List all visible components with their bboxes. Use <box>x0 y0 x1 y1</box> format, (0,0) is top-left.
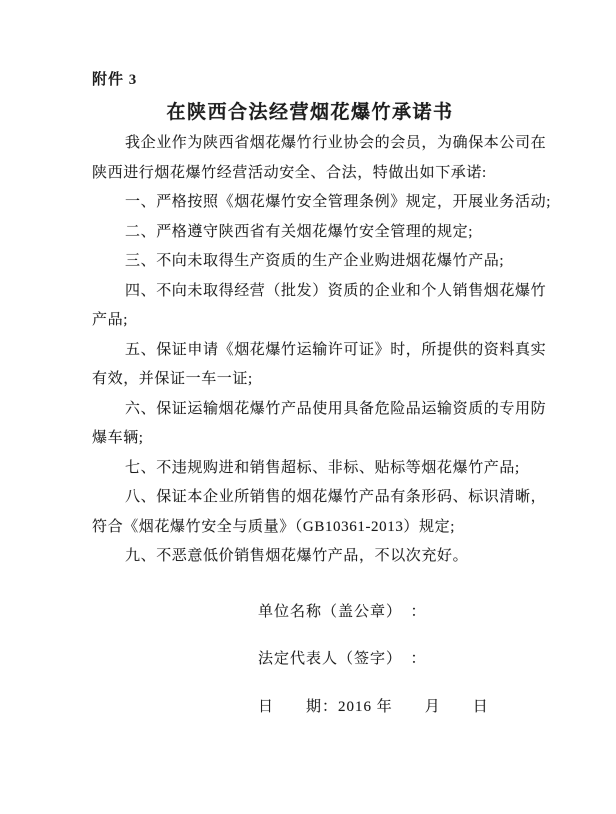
body-line: 一、严格按照《烟花爆竹安全管理条例》规定，开展业务活动; <box>125 194 551 210</box>
signature-unit-line: 单位名称（盖公章） ： <box>258 603 427 620</box>
body-line: 二、严格遵守陕西省有关烟花爆竹安全管理的规定; <box>125 223 473 240</box>
body-line: 七、不违规购进和销售超标、非标、贴标等烟花爆竹产品; <box>125 459 520 476</box>
body-line: 产品; <box>92 312 128 328</box>
signature-block <box>258 598 558 723</box>
body-line: 我企业作为陕西省烟花爆竹行业协会的会员，为确保本公司在 <box>125 135 547 151</box>
body-line: 五、保证申请《烟花爆竹运输许可证》时，所提供的资料真实 <box>125 341 547 358</box>
attachment-label: 附件 3 <box>92 72 138 88</box>
body-line: 八、保证本企业所销售的烟花爆竹产品有条形码、标识清晰， <box>125 489 547 505</box>
body-line: 陕西进行烟花爆竹经营活动安全、合法，特做出如下承诺: <box>92 164 487 181</box>
body-line: 四、不向未取得经营（批发）资质的企业和个人销售烟花爆竹 <box>125 282 547 299</box>
body-line: 三、不向未取得生产资质的生产企业购进烟花爆竹产品; <box>125 253 505 269</box>
body-line: 六、保证运输烟花爆竹产品使用具备危险品运输资质的专用防 <box>125 400 547 417</box>
body-line: 符合《烟花爆竹安全与质量》（GB10361-2013）规定; <box>92 518 456 535</box>
body-line: 爆车辆; <box>92 430 144 446</box>
document-body <box>92 129 558 572</box>
body-line: 九、不恶意低价销售烟花爆竹产品，不以次充好。 <box>125 548 469 564</box>
body-line: 有效，并保证一车一证; <box>92 371 253 387</box>
signature-representative-line: 法定代表人（签字） ： <box>258 651 427 667</box>
page-title: 在陕西合法经营烟花爆竹承诺书 <box>166 102 454 123</box>
signature-date-line: 日 期：2016 年 月 日 <box>258 698 489 715</box>
